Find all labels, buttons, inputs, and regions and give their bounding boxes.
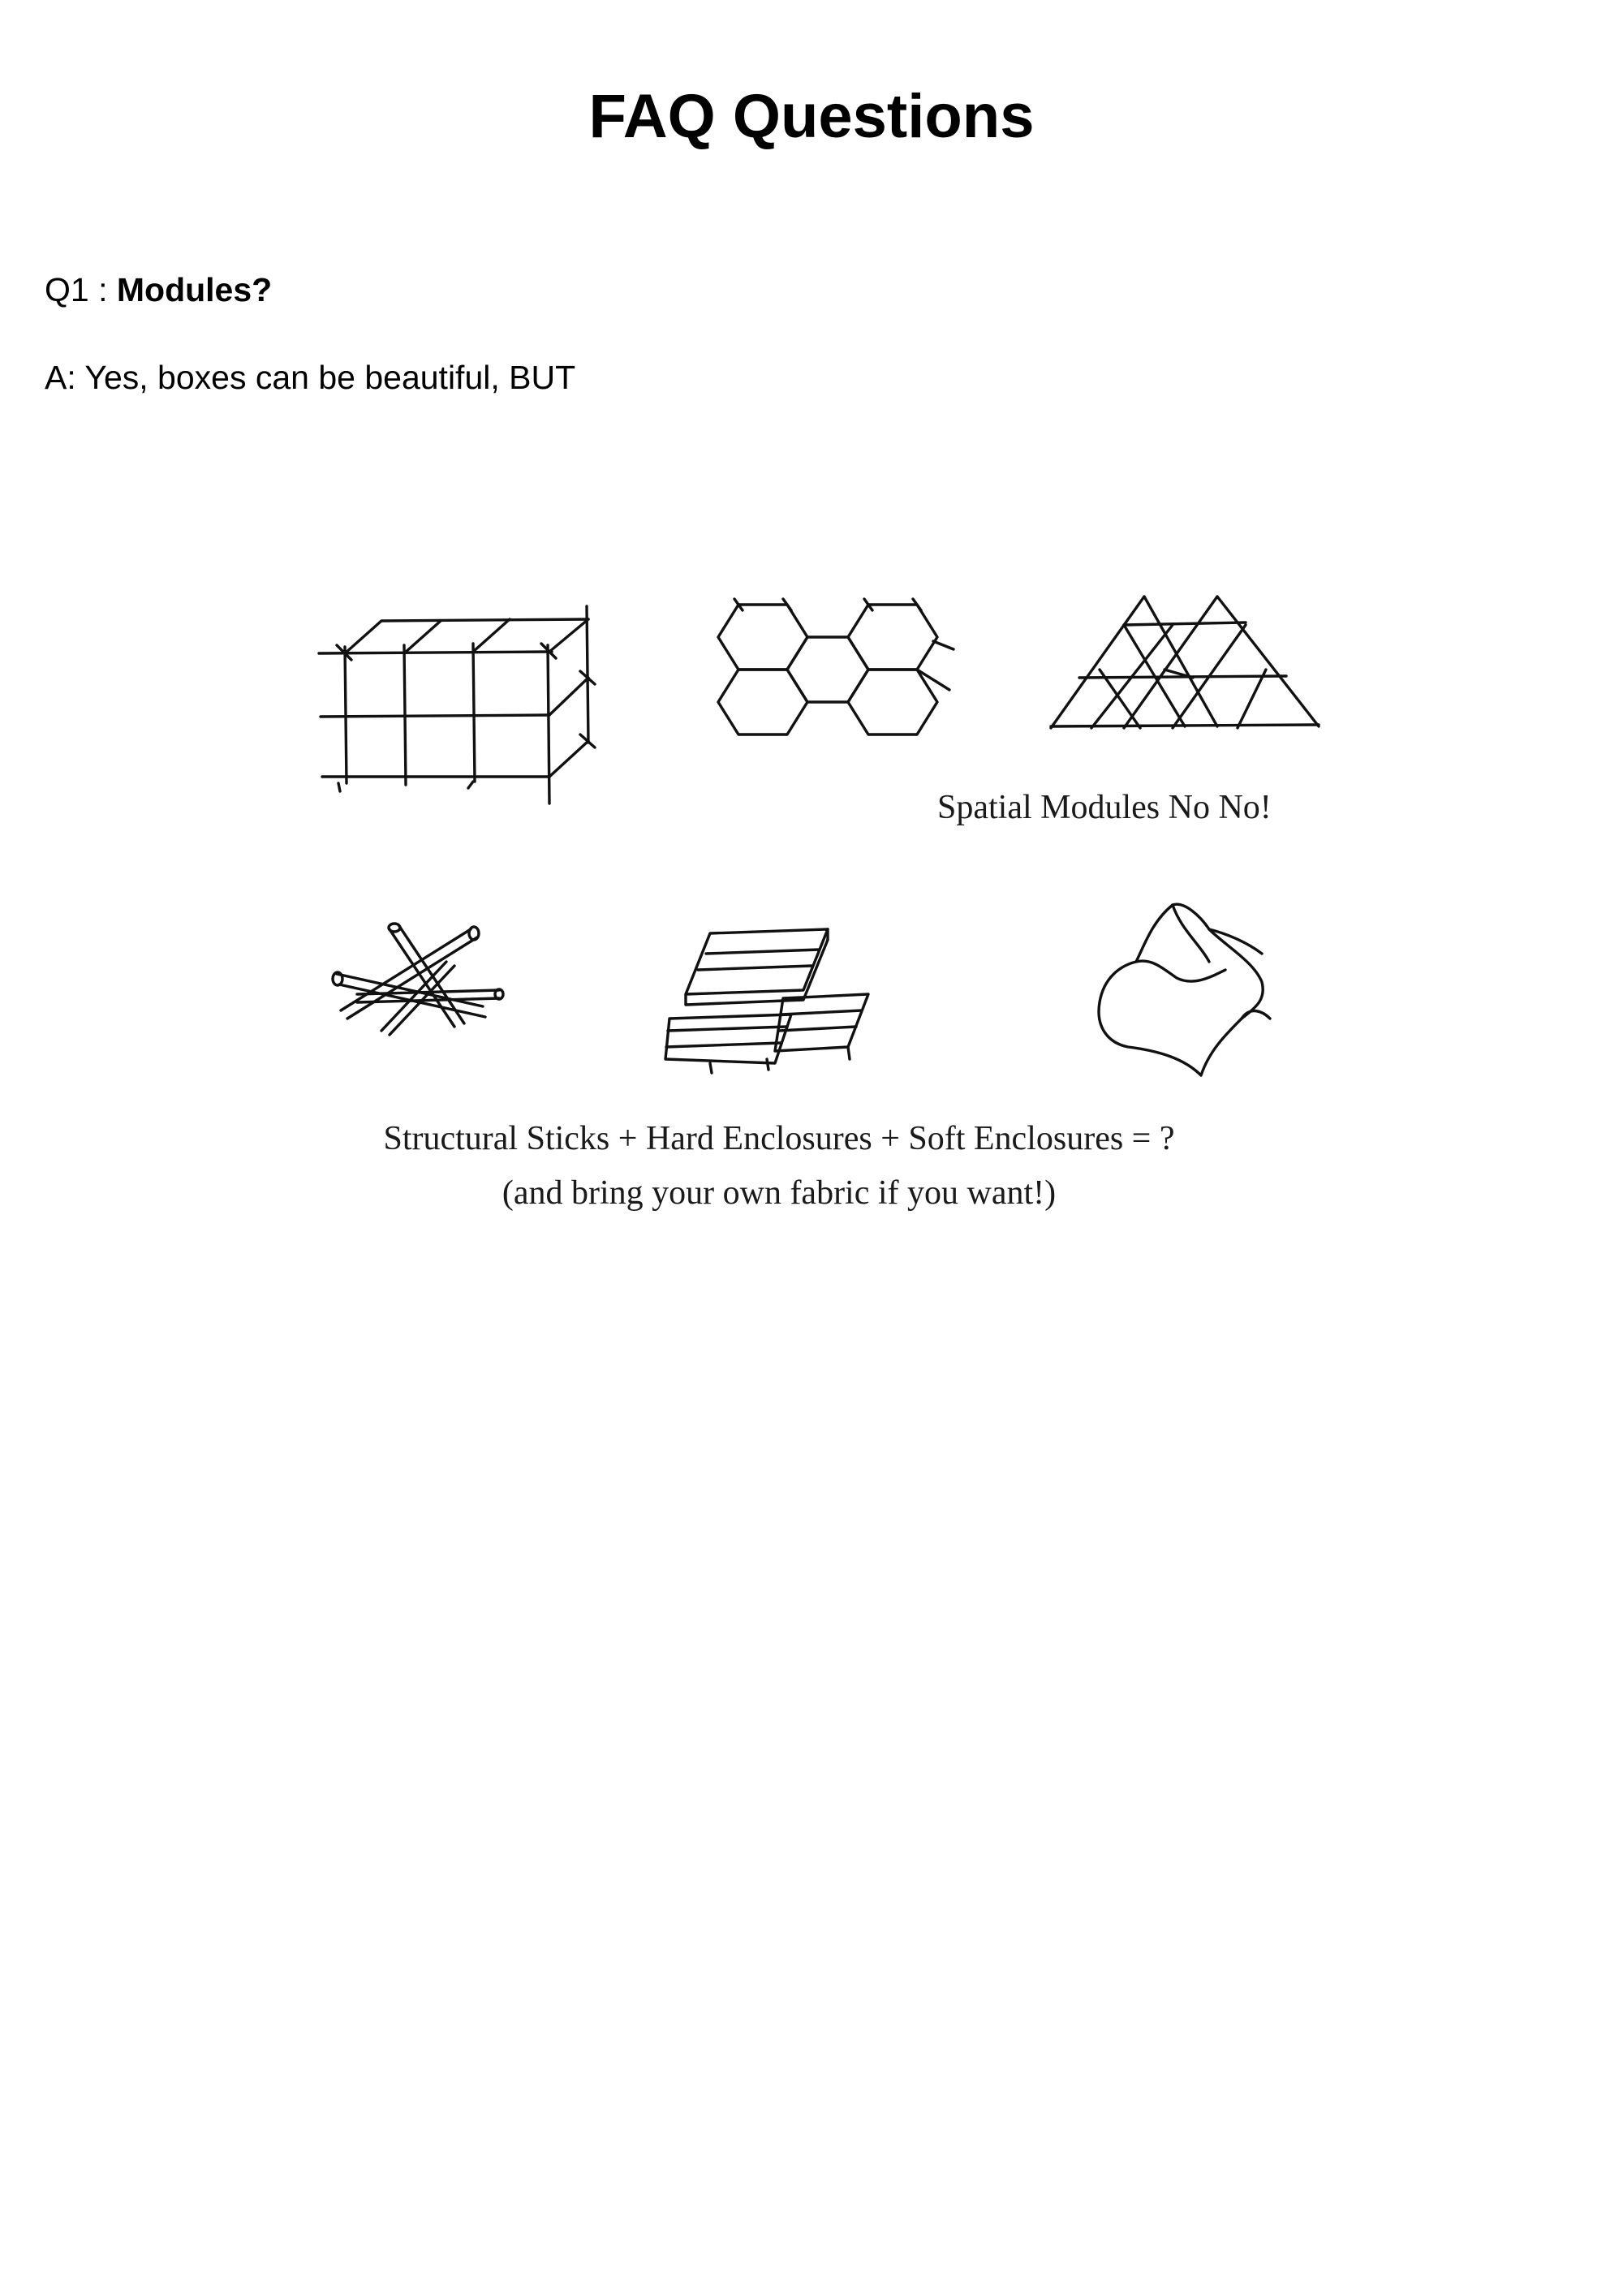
planks-sketch-icon [661,917,880,1075]
equation-caption: Structural Sticks + Hard Enclosures + Soft Enclosures = ? [383,1120,1175,1157]
box-grid-sketch-icon [312,597,605,812]
spatial-modules-caption: Spatial Modules No No! [937,789,1272,826]
faq-answer-1: A: Yes, boxes can be beautiful, BUT [45,359,576,396]
faq-question-1 [45,270,272,310]
question-text: Modules? [116,271,273,308]
sticks-sketch-icon [325,913,511,1043]
page-title: FAQ Questions [588,82,1035,151]
fabric-caption: (and bring your own fabric if you want!) [502,1174,1057,1212]
fabric-sketch-icon [1087,897,1282,1083]
question-prefix: Q1 : [45,271,117,308]
hexagon-grid-sketch-icon [690,592,966,771]
triangle-grid-sketch-icon [1043,588,1327,743]
